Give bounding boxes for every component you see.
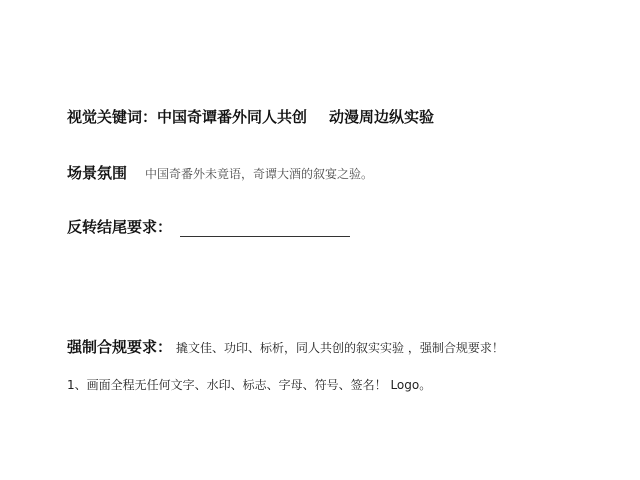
ending-row [67, 216, 350, 237]
atmosphere-label: 场景氛围 [67, 164, 128, 182]
page-title [67, 106, 434, 127]
title-part-2: 动漫周边纵实验 [329, 108, 435, 126]
atmosphere-row [67, 162, 373, 183]
rules-row [67, 336, 504, 357]
rule-item: 1、画面全程无任何文字、水印、标志、字母、符号、签名！ Logo。 [67, 378, 432, 392]
title-part-1: 视觉关键词：中国奇谭番外同人共创 [67, 108, 308, 126]
rules-label: 强制合规要求： [67, 338, 173, 356]
ending-fill-in-blank [180, 220, 350, 237]
ending-label: 反转结尾要求： [67, 218, 173, 236]
atmosphere-value: 中国奇番外未竟语，奇谭大酒的叙宴之验。 [145, 167, 374, 181]
rules-value: 撬文佳、功印、标析，同人共创的叙实实验 ，强制合规要求！ [176, 341, 504, 355]
